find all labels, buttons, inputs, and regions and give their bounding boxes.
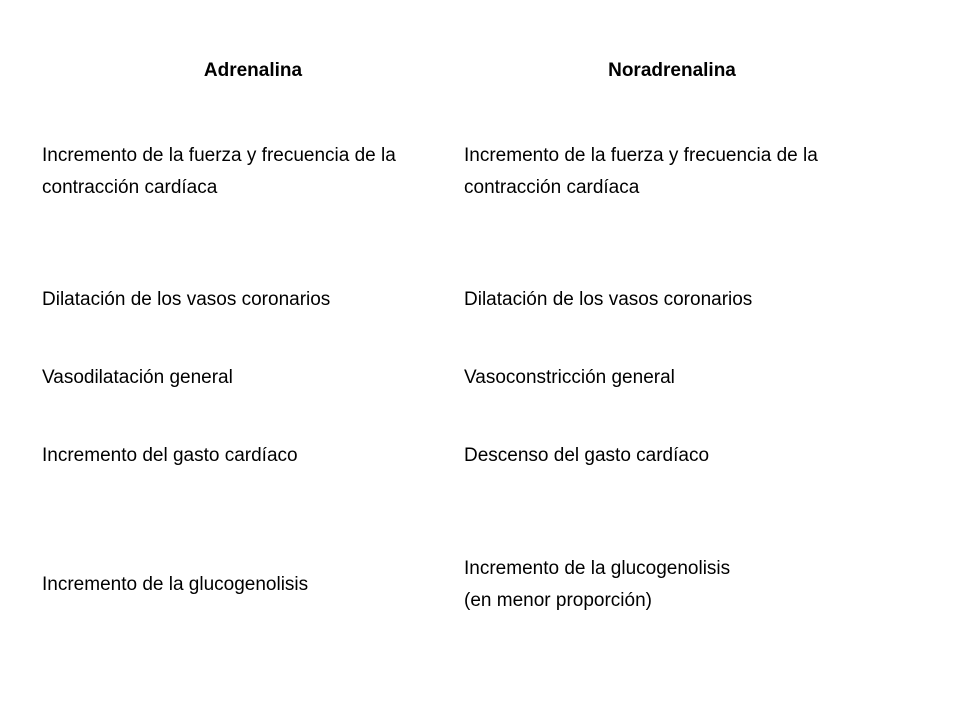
noradrenalina-effect-glycogenolysis [464, 553, 900, 617]
header-noradrenalina: Noradrenalina [608, 60, 736, 81]
adrenalina-effect-contraction [42, 140, 458, 204]
noradrenalina-effect-contraction [464, 140, 900, 204]
cell-line: Incremento del gasto cardíaco [42, 445, 298, 466]
noradrenalina-effect-cardiac-output [464, 440, 900, 472]
cell-line: Dilatación de los vasos coronarios [464, 289, 753, 310]
cell-line: Incremento de la fuerza y frecuencia de la [464, 145, 818, 166]
noradrenalina-effect-coronary [464, 284, 900, 316]
cell-line: Incremento de la fuerza y frecuencia de la [42, 145, 396, 166]
cell-line: Vasoconstricción general [464, 367, 675, 388]
cell-line: Dilatación de los vasos coronarios [42, 289, 331, 310]
cell-line: contracción cardíaca [464, 177, 640, 198]
adrenalina-effect-glycogenolysis [42, 569, 458, 601]
cell-line: Incremento de la glucogenolisis [42, 574, 309, 595]
cell-line: Incremento de la glucogenolisis [464, 558, 731, 579]
adrenalina-effect-vascular [42, 362, 458, 394]
cell-line: Vasodilatación general [42, 367, 233, 388]
cell-line: (en menor proporción) [464, 590, 652, 611]
adrenalina-effect-coronary [42, 284, 458, 316]
cell-line: contracción cardíaca [42, 177, 218, 198]
cell-line: Descenso del gasto cardíaco [464, 445, 710, 466]
noradrenalina-effect-vascular [464, 362, 900, 394]
adrenalina-effect-cardiac-output [42, 440, 458, 472]
header-adrenalina: Adrenalina [203, 60, 303, 81]
